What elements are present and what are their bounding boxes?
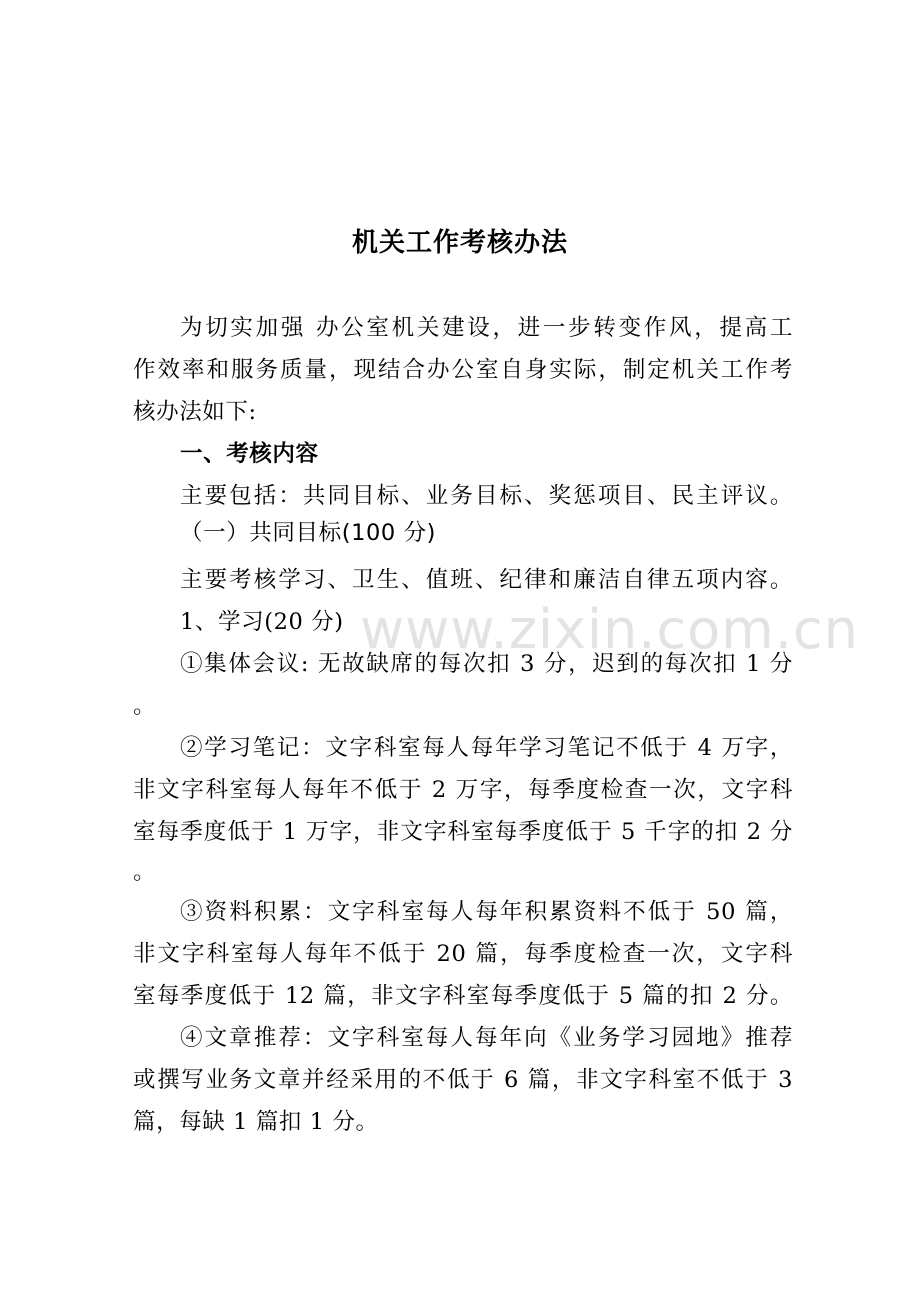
paragraph-line: 作效率和服务质量，现结合办公室自身实际，制定机关工作考 bbox=[133, 357, 793, 383]
paragraph-line: 核办法如下: bbox=[133, 399, 257, 425]
paragraph-line: 为切实加强 办公室机关建设，进一步转变作风，提高工 bbox=[180, 315, 793, 341]
paragraph-line: 非文字科室每人每年不低于 20 篇，每季度检查一次，文字科 bbox=[133, 941, 793, 967]
paragraph-line: 室每季度低于 1 万字，非文字科室每季度低于 5 千字的扣 2 分 bbox=[133, 819, 793, 845]
paragraph-line: 室每季度低于 12 篇，非文字科室每季度低于 5 篇的扣 2 分。 bbox=[133, 983, 793, 1009]
paragraph-line: ④文章推荐：文字科室每人每年向《业务学习园地》推荐 bbox=[180, 1025, 793, 1051]
paragraph-line: ①集体会议: 无故缺席的每次扣 3 分，迟到的每次扣 1 分 bbox=[180, 651, 793, 677]
subsection-heading: （一）共同目标(100 分) bbox=[180, 520, 437, 546]
paragraph-line: ③资料积累：文字科室每人每年积累资料不低于 50 篇， bbox=[180, 899, 793, 925]
paragraph-line: 主要考核学习、卫生、值班、纪律和廉洁自律五项内容。 bbox=[180, 567, 793, 593]
document-title: 机关工作考核办法 bbox=[351, 228, 568, 258]
paragraph-line: 。 bbox=[133, 693, 157, 719]
paragraph-line: 篇，每缺 1 篇扣 1 分。 bbox=[133, 1109, 379, 1135]
watermark: www.zixin.com.cn bbox=[360, 598, 859, 661]
paragraph-line: ②学习笔记：文字科室每人每年学习笔记不低于 4 万字， bbox=[180, 735, 793, 761]
paragraph-line: 或撰写业务文章并经采用的不低于 6 篇，非文字科室不低于 3 bbox=[133, 1067, 793, 1093]
paragraph-line: 非文字科室每人每年不低于 2 万字，每季度检查一次，文字科 bbox=[133, 777, 793, 803]
item-heading: 1、学习(20 分) bbox=[180, 609, 344, 635]
paragraph-line: 。 bbox=[133, 859, 157, 885]
section-heading: 一、考核内容 bbox=[180, 441, 319, 467]
paragraph-line: 主要包括：共同目标、业务目标、奖惩项目、民主评议。 bbox=[180, 483, 793, 509]
